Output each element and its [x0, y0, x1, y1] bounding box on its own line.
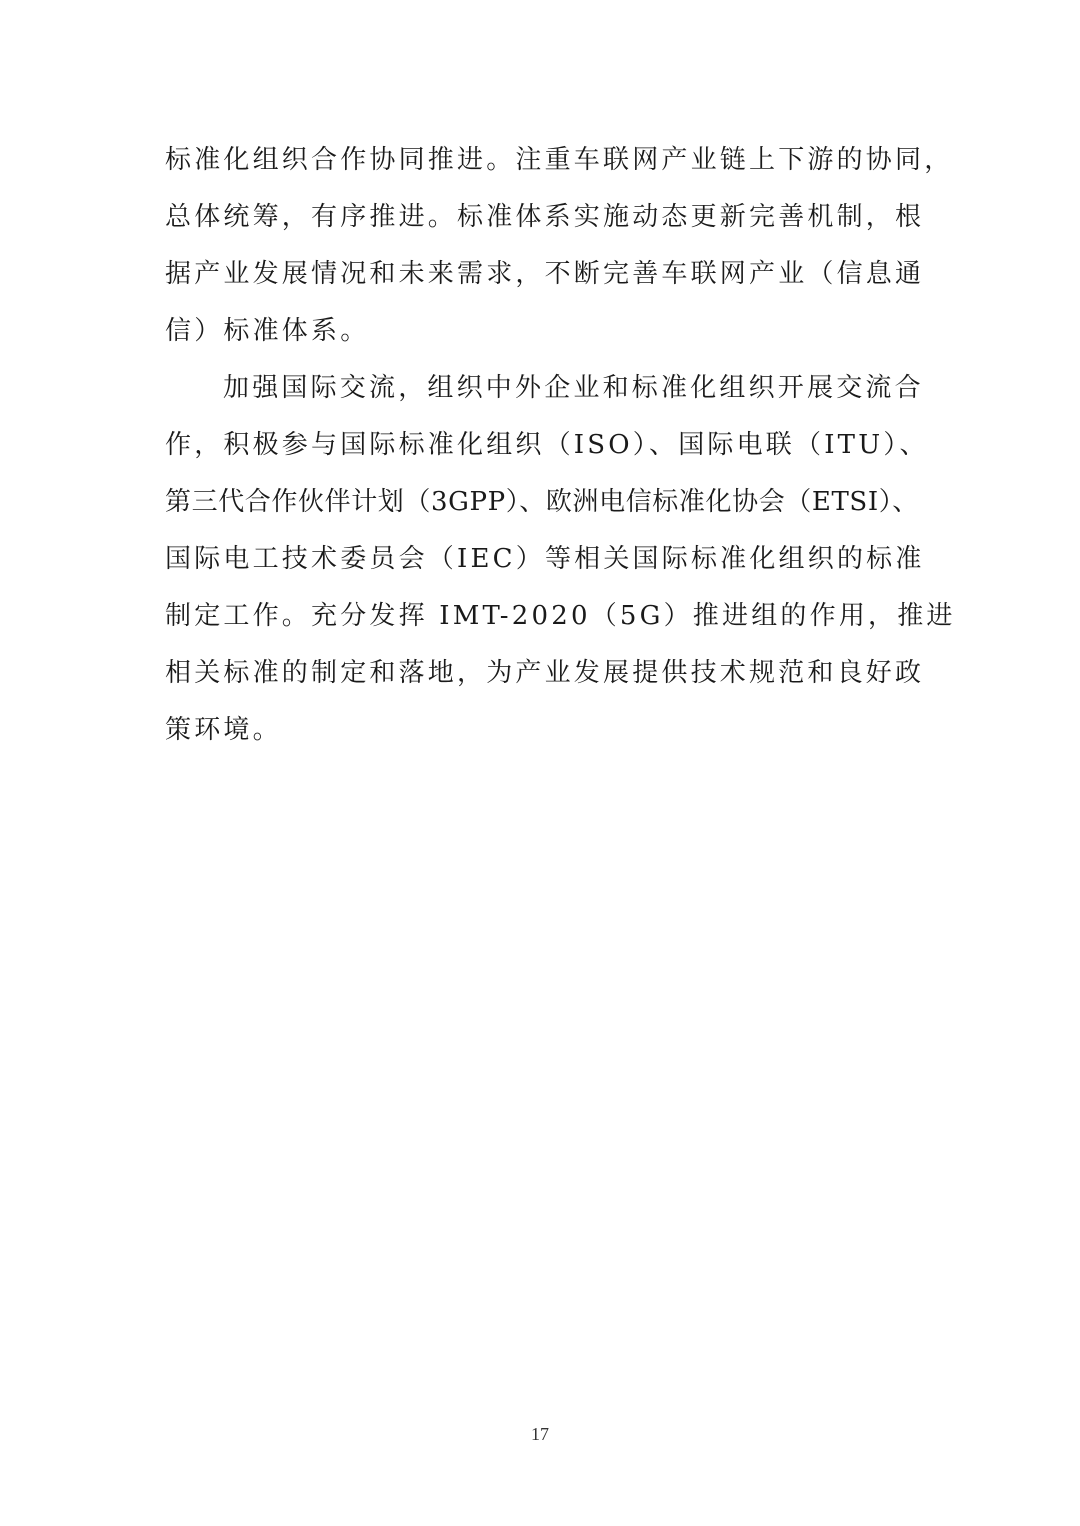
- paragraph-1: [165, 132, 954, 360]
- paragraph-line: 信）标准体系。: [165, 316, 370, 346]
- paragraph-line: 国际电工技术委员会（IEC）等相关国际标准化组织的标准: [165, 544, 925, 574]
- paragraph-line: 加强国际交流，组织中外企业和标准化组织开展交流合: [223, 373, 924, 403]
- page-number: 17: [531, 1424, 549, 1444]
- paragraph-2: [165, 360, 956, 759]
- paragraph-line: 制定工作。充分发挥 IMT-2020（5G）推进组的作用，推进: [165, 601, 956, 631]
- paragraph-line: 策环境。: [165, 715, 282, 745]
- paragraph-line: 标准化组织合作协同推进。注重车联网产业链上下游的协同，: [165, 145, 954, 175]
- paragraph-line: 相关标准的制定和落地，为产业发展提供技术规范和良好政: [165, 658, 925, 688]
- body-text: [165, 132, 956, 759]
- paragraph-line: 第三代合作伙伴计划（3GPP）、欧洲电信标准化协会（ETSI）、: [165, 487, 919, 517]
- paragraph-line: 总体统筹，有序推进。标准体系实施动态更新完善机制，根: [165, 202, 925, 232]
- paragraph-line: 据产业发展情况和未来需求，不断完善车联网产业（信息通: [165, 259, 925, 289]
- paragraph-line: 作，积极参与国际标准化组织（ISO）、国际电联（ITU）、: [165, 430, 929, 460]
